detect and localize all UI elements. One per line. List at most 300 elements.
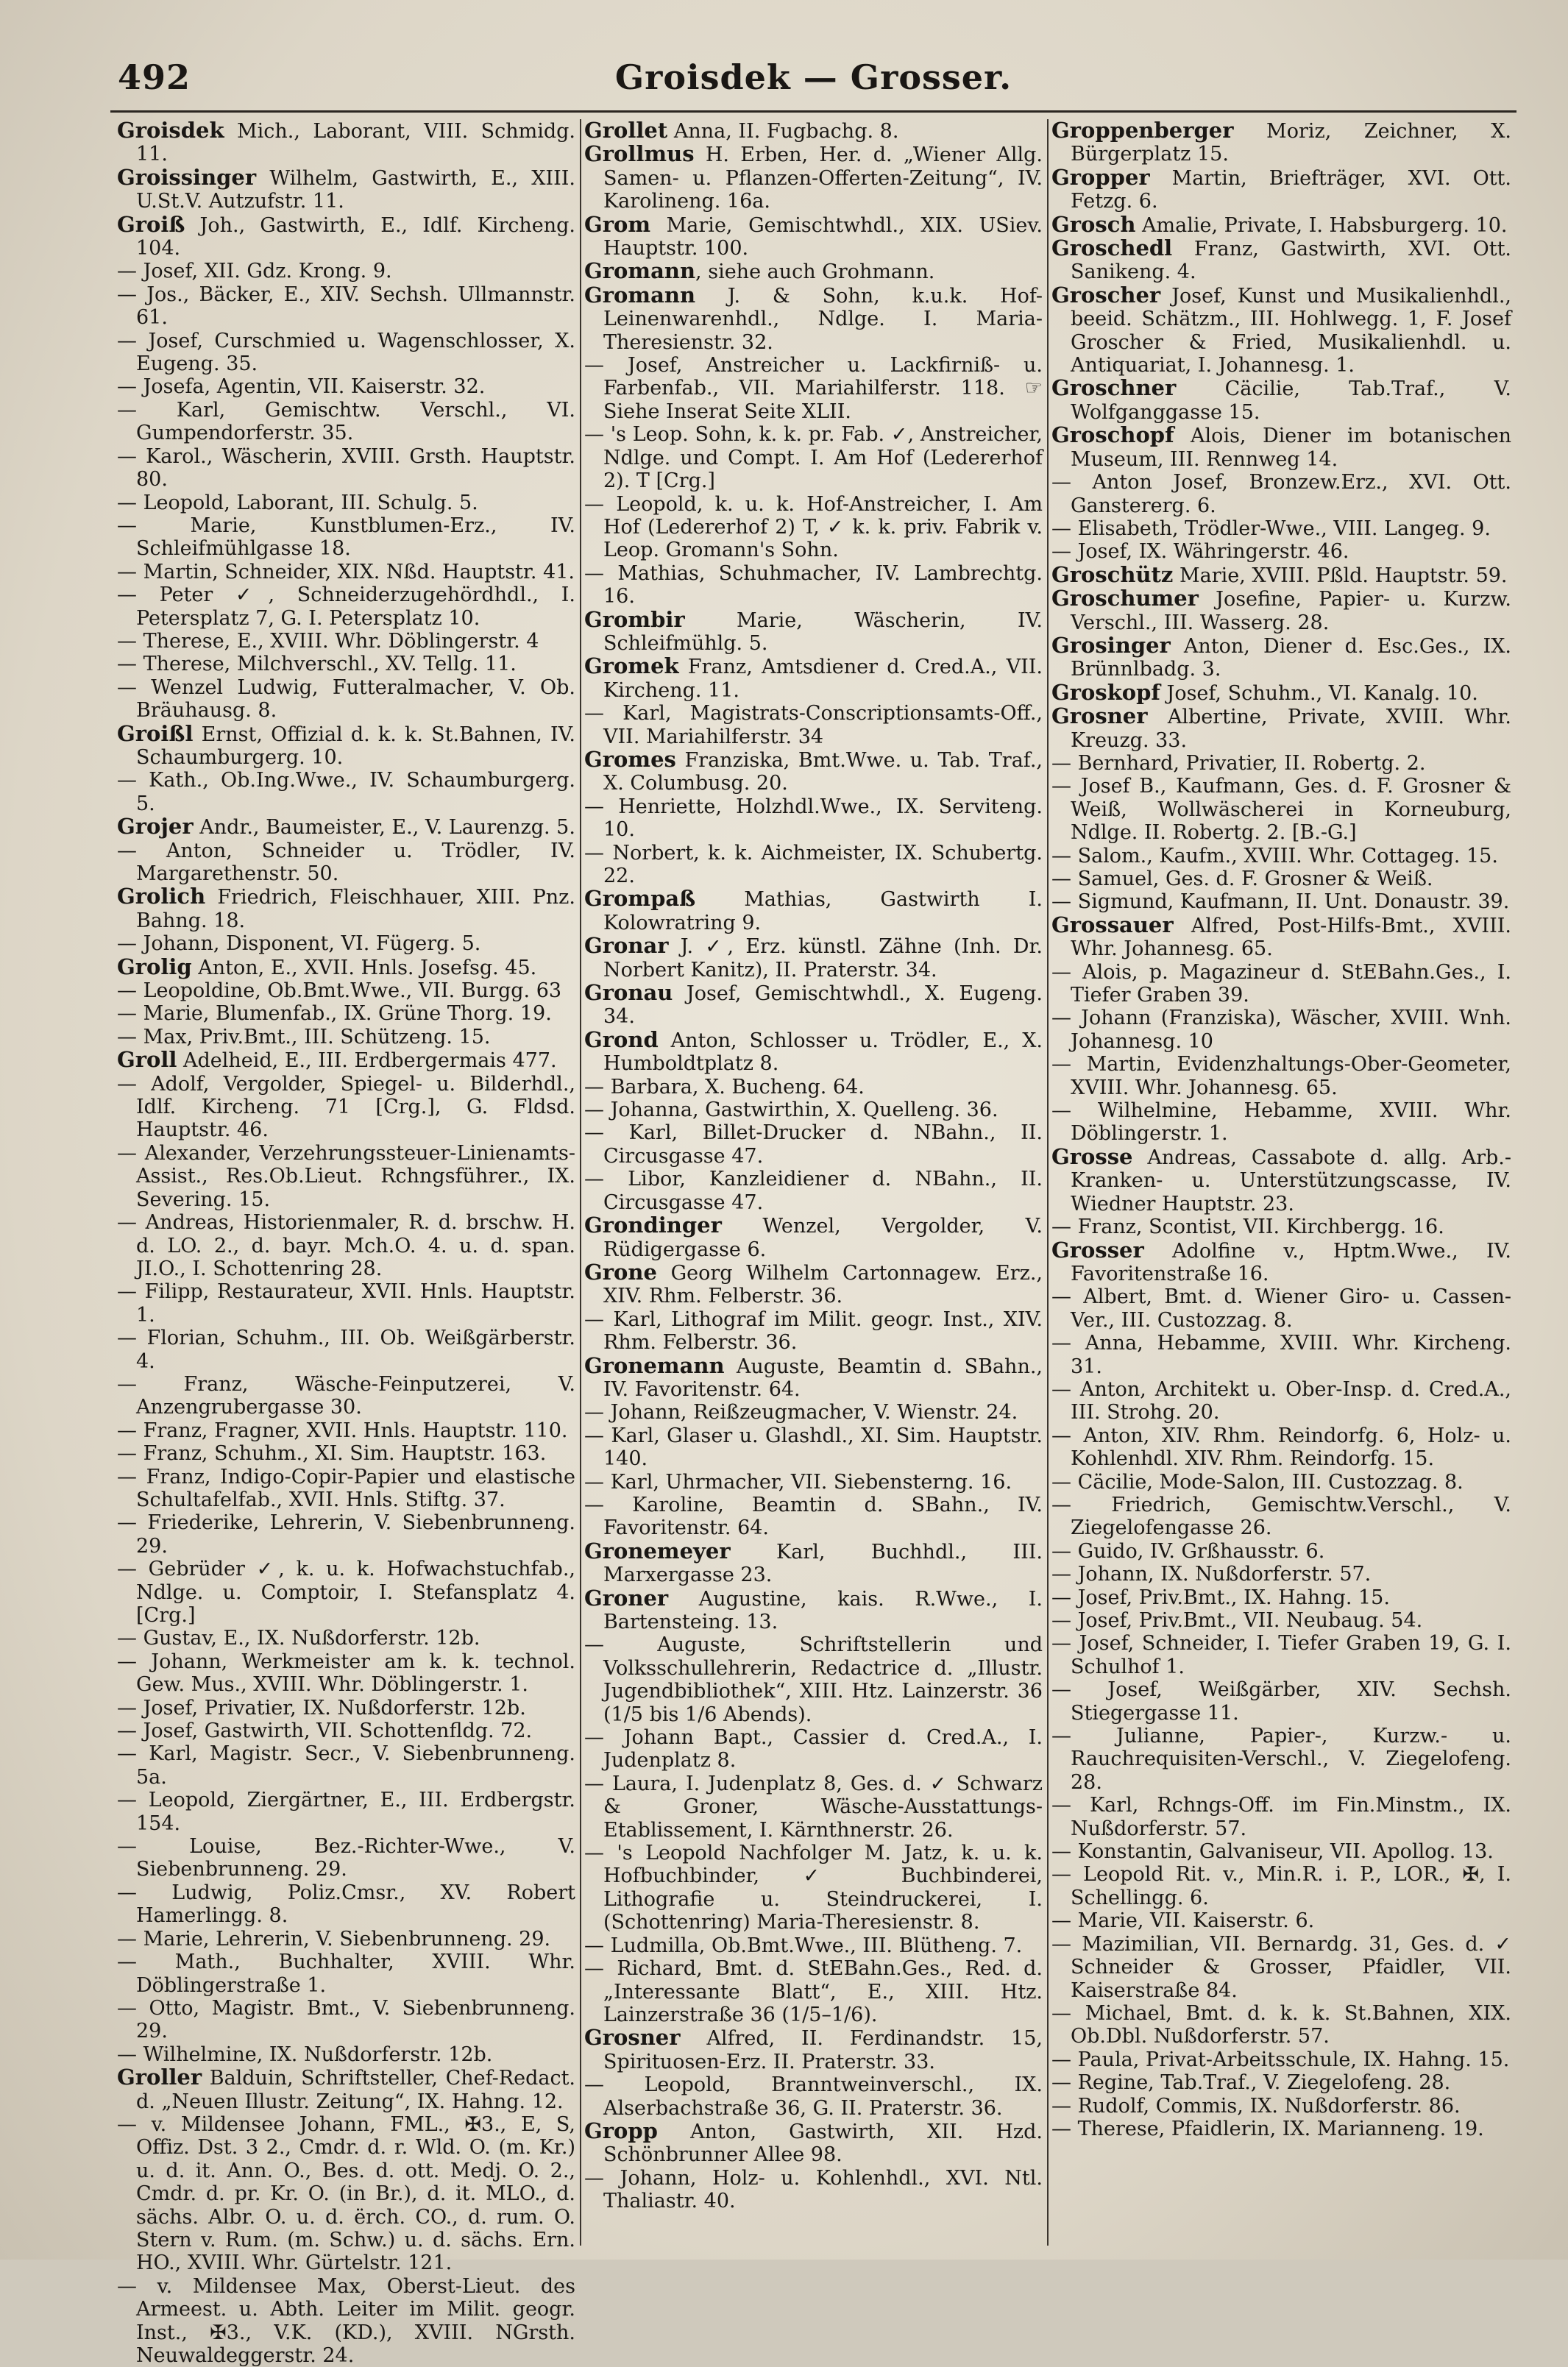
directory-entry	[1051, 1143, 1511, 1216]
entry-details: Joh., Gastwirth, E., Idlf. Kircheng. 104.	[136, 213, 575, 260]
directory-entry	[584, 887, 1043, 934]
directory-entry	[117, 885, 575, 932]
entry-surname: Grone	[584, 1259, 657, 1285]
entry-details: Josefine, Papier- u. Kurzw. Verschl., III. Wasserg. 28.	[1071, 588, 1511, 634]
directory-entry	[117, 561, 575, 583]
entry-surname: Groschütz	[1051, 561, 1174, 587]
entry-details: Anton, Gastwirth, XII. Hzd. Schönbrunner Allee 98.	[603, 2120, 1043, 2167]
directory-entry	[584, 1424, 1043, 1471]
directory-entry	[1051, 1216, 1511, 1238]
directory-entry	[1051, 561, 1511, 587]
entry-surname: Gromann	[584, 258, 696, 284]
entry-surname: Grosser	[1051, 1237, 1144, 1263]
entry-surname: Gronar	[584, 933, 669, 959]
entry-details: — Richard, Bmt. d. StEBahn.Ges., Red. d. „Interessante Blatt“, E., XIII. Htz. Lainzerstraße 36 (1/5–1/6).	[584, 1957, 1043, 2026]
entry-details: — Filipp, Restaurateur, XVII. Hnls. Hauptstr. 1.	[117, 1280, 575, 1327]
directory-entry	[1051, 775, 1511, 844]
directory-entry	[117, 1835, 575, 1881]
directory-entry	[117, 166, 575, 213]
entry-details: — Henriette, Holzhdl.Wwe., IX. Serviteng. 10.	[584, 795, 1043, 842]
entry-details: Auguste, Beamtin d. SBahn., IV. Favoritenstr. 64.	[603, 1355, 1043, 1401]
entry-details: Alois, Diener im botanischen Museum, III. Rennweg 14.	[1071, 425, 1511, 471]
directory-entry	[1051, 1285, 1511, 1332]
directory-entry	[117, 1881, 575, 1928]
entry-details: — Marie, Lehrerin, V. Siebenbrunneng. 29.	[117, 1927, 551, 1951]
entry-details: — Louise, Bez.-Richter-Wwe., V. Siebenbrunneng. 29.	[117, 1835, 575, 1881]
entry-surname: Grollet	[584, 118, 668, 143]
entry-details: — Anton, XIV. Rhm. Reindorfg. 6, Holz- u. Kohlenhdl. XIV. Rhm. Reindorfg. 15.	[1051, 1424, 1511, 1471]
entry-details: — Karl, Billet-Drucker d. NBahn., II. Circusgasse 47.	[584, 1121, 1043, 1168]
directory-entry	[117, 1697, 575, 1720]
directory-entry	[117, 492, 575, 514]
directory-entry	[584, 1401, 1043, 1424]
directory-entry	[1051, 1609, 1511, 1632]
directory-entry	[584, 1540, 1043, 1587]
directory-entry	[117, 583, 575, 630]
directory-entry	[117, 1650, 575, 1697]
entry-surname: Groppenberger	[1051, 118, 1234, 143]
entry-details: — Josef, Gastwirth, VII. Schottenfldg. 72.	[117, 1720, 533, 1743]
directory-entry	[1051, 845, 1511, 867]
directory-entry	[117, 1142, 575, 1211]
directory-entry	[1051, 1424, 1511, 1471]
directory-entry	[1051, 2071, 1511, 2094]
entry-details: , siehe auch Grohmann.	[695, 260, 935, 284]
directory-entry	[1051, 237, 1511, 284]
directory-entry	[584, 562, 1043, 608]
directory-entry	[1051, 681, 1511, 705]
directory-entry	[1051, 914, 1511, 961]
entry-details: — Leopold, Ziergärtner, E., III. Erdbergstr. 154.	[117, 1789, 575, 1835]
entry-details: — Josef, XII. Gdz. Krong. 9.	[117, 260, 392, 283]
directory-entry	[584, 2167, 1043, 2213]
entry-details: H. Erben, Her. d. „Wiener Allg. Samen- u. Pflanzen-Offerten-Zeitung“, IV. Karolineng. 16a.	[603, 143, 1043, 213]
entry-surname: Gronemann	[584, 1352, 725, 1378]
entry-details: — Franz, Scontist, VII. Kirchbergg. 16.	[1051, 1216, 1444, 1239]
directory-entry	[584, 423, 1043, 492]
column-2	[581, 119, 1049, 2246]
directory-entry	[1051, 1494, 1511, 1540]
directory-entry	[1051, 1099, 1511, 1146]
directory-entry	[117, 1627, 575, 1650]
directory-entry	[1051, 1909, 1511, 1932]
directory-entry	[117, 1442, 575, 1465]
entry-surname: Grossauer	[1051, 912, 1174, 937]
entry-details: Alfred, II. Ferdinandstr. 15, Spirituosen-Erz. II. Praterstr. 33.	[603, 2027, 1043, 2073]
directory-entry	[1051, 424, 1511, 471]
directory-entry	[117, 1327, 575, 1373]
entry-details: Mathias, Gastwirth I. Kolowratring 9.	[603, 888, 1043, 934]
entry-details: — Johann, Werkmeister am k. k. technol. Gew. Mus., XVIII. Whr. Döblingerstr. 1.	[117, 1650, 575, 1697]
directory-entry	[117, 956, 575, 979]
entry-details: Anna, II. Fugbachg. 8.	[667, 120, 899, 143]
directory-entry	[584, 934, 1043, 982]
directory-entry	[1051, 1239, 1511, 1286]
directory-entry	[584, 608, 1043, 656]
entry-details: J. & Sohn, k.u.k. Hof-Leinenwarenhdl., Ndlge. I. Maria-Theresienstr. 32.	[603, 284, 1043, 354]
entry-details: — Adolf, Vergolder, Spiegel- u. Bilderhdl., Idlf. Kircheng. 71 [Crg.], G. Fldsd. Hauptstr. 46.	[117, 1072, 575, 1142]
entry-surname: Gromes	[584, 746, 676, 772]
directory-entry	[584, 1494, 1043, 1540]
entry-surname: Grosner	[1051, 703, 1148, 729]
entry-surname: Groissinger	[117, 164, 257, 190]
entry-details: — Karl, Uhrmacher, VII. Siebensterng. 16.	[584, 1470, 1012, 1494]
entry-details: — Ludmilla, Ob.Bmt.Wwe., III. Blütheng. 7.	[584, 1934, 1023, 1957]
directory-entry	[117, 653, 575, 675]
entry-details: — Mazimilian, VII. Bernardg. 31, Ges. d. ✓ Schneider & Grosser, Pfaidler, VII. Kaiserstraße 84.	[1051, 1932, 1511, 2002]
entry-details: Josef, Kunst und Musikalienhdl., beeid. Schätzm., III. Hohlwegg. 1, F. Josef Groscher & Fried, Musikalienhdl. u. Antiquariat, I. Johannesg. 1.	[1071, 284, 1511, 377]
directory-entry	[117, 1511, 575, 1558]
entry-details: — Samuel, Ges. d. F. Grosner & Weiß.	[1051, 867, 1433, 890]
entry-details: Marie, Wäscherin, IV. Schleifmühlg. 5.	[603, 608, 1043, 655]
directory-entry	[117, 1048, 575, 1072]
directory-entry	[117, 399, 575, 445]
directory-entry	[584, 1934, 1043, 1957]
entry-details: — Karl, Magistr. Secr., V. Siebenbrunneng. 5a.	[117, 1742, 575, 1789]
directory-entry	[117, 630, 575, 653]
entry-surname: Grombir	[584, 606, 685, 632]
entry-details: — Laura, I. Judenplatz 8, Ges. d. ✓ Schwarz & Groner, Wäsche-Ausstattungs-Etablissement, I. Kärnthnerstr. 26.	[584, 1772, 1043, 1842]
entry-surname: Groißl	[117, 720, 194, 746]
page-number: 492	[118, 57, 191, 97]
directory-entry	[584, 1957, 1043, 2026]
directory-entry	[584, 1842, 1043, 1934]
entry-details: — Friedrich, Gemischtw.Verschl., V. Ziegelofengasse 26.	[1051, 1493, 1511, 1540]
entry-details: — 's Leop. Sohn, k. k. pr. Fab. ✓, Anstreicher, Ndlge. und Compt. I. Am Hof (Ledererhof 2). T [Crg.]	[584, 423, 1043, 493]
entry-details: Franz, Amtsdiener d. Cred.A., VII. Kircheng. 11.	[603, 656, 1043, 702]
entry-details: — Josef, Schneider, I. Tiefer Graben 19, G. I. Schulhof 1.	[1051, 1632, 1511, 1678]
directory-entry	[117, 1211, 575, 1280]
entry-details: — Leopold, Laborant, III. Schulg. 5.	[117, 491, 478, 514]
entry-details: — Johann, Holz- u. Kohlenhdl., XVI. Ntl. Thaliastr. 40.	[584, 2166, 1043, 2213]
entry-details: — Alois, p. Magazineur d. StEBahn.Ges., I. Tiefer Graben 39.	[1051, 960, 1511, 1007]
entry-details: — Karl, Lithograf im Milit. geogr. Inst., XIV. Rhm. Felberstr. 36.	[584, 1307, 1043, 1355]
directory-entry	[1051, 1863, 1511, 1909]
entry-surname: Grosinger	[1051, 632, 1171, 658]
directory-entry	[1051, 166, 1511, 213]
running-head: Groisdek — Grosser.	[614, 57, 1012, 97]
entry-details: — Barbara, X. Bucheng. 64.	[584, 1075, 865, 1099]
directory-entry	[117, 1928, 575, 1951]
entry-details: — Cäcilie, Mode-Salon, III. Custozzag. 8.	[1051, 1470, 1464, 1494]
directory-entry	[117, 815, 575, 839]
directory-entry	[584, 1168, 1043, 1214]
entry-details: — Elisabeth, Trödler-Wwe., VIII. Langeg. 9.	[1051, 517, 1491, 540]
entry-details: — Anton, Schneider u. Trödler, IV. Margarethenstr. 50.	[117, 839, 575, 885]
directory-entry	[584, 2073, 1043, 2120]
entry-details: — Albert, Bmt. d. Wiener Giro- u. Cassen-Ver., III. Custozzag. 8.	[1051, 1285, 1511, 1332]
entry-details: — Wilhelmine, IX. Nußdorferstr. 12b.	[117, 2043, 493, 2066]
entry-details: — Josefa, Agentin, VII. Kaiserstr. 32.	[117, 375, 486, 399]
entry-surname: Grond	[584, 1026, 659, 1052]
directory-entry	[1051, 587, 1511, 634]
entry-details: — Max, Priv.Bmt., III. Schützeng. 15.	[117, 1025, 491, 1048]
directory-entry	[1051, 1632, 1511, 1678]
entry-details: — Jos., Bäcker, E., XIV. Sechsh. Ullmannstr. 61.	[117, 283, 575, 330]
entry-details: Wilhelm, Gastwirth, E., XIII. U.St.V. Autzufstr. 11.	[136, 166, 575, 213]
entry-surname: Gronemeyer	[584, 1538, 731, 1564]
directory-entry	[1051, 1794, 1511, 1840]
entry-details: Anton, Diener d. Esc.Ges., IX. Brünnlbadg. 3.	[1071, 634, 1511, 681]
entry-details: — Friederike, Lehrerin, V. Siebenbrunneng. 29.	[117, 1511, 575, 1558]
entry-details: Marie, XVIII. Pßld. Hauptstr. 59.	[1173, 564, 1508, 587]
directory-entry	[117, 2043, 575, 2066]
directory-entry	[117, 932, 575, 955]
entry-surname: Grosch	[1051, 211, 1136, 237]
entry-details: — Anton Josef, Bronzew.Erz., XVI. Ott. Ganstererg. 6.	[1051, 471, 1511, 517]
entry-details: — Marie, Blumenfab., IX. Grüne Thorg. 19.	[117, 1002, 552, 1026]
directory-entry	[584, 1352, 1043, 1402]
directory-entry	[117, 1466, 575, 1512]
entry-details: — Otto, Magistr. Bmt., V. Siebenbrunneng. 29.	[117, 1996, 575, 2043]
entry-details: — Leopold, k. u. k. Hof-Anstreicher, I. Am Hof (Ledererhof 2) T, ✓ k. k. priv. Fabrik v. Leop. Gromann's Sohn.	[584, 492, 1043, 562]
directory-entry	[117, 1997, 575, 2043]
entry-details: — Karl, Rchngs-Off. im Fin.Minstm., IX. Nußdorferstr. 57.	[1051, 1794, 1511, 1840]
directory-entry	[1051, 1933, 1511, 2002]
directory-entry	[117, 1789, 575, 1835]
entry-details: — Marie, VII. Kaiserstr. 6.	[1051, 1909, 1315, 1933]
entry-surname: Groscher	[1051, 282, 1161, 308]
entry-details: — Andreas, Historienmaler, R. d. brschw. H. d. LO. 2., d. bayr. Mch.O. 4. u. d. span. JI.O., I. Schottenring 28.	[117, 1211, 575, 1280]
entry-details: Andr., Baumeister, E., V. Laurenzg. 5.	[193, 816, 575, 840]
entry-surname: Grojer	[117, 814, 194, 840]
entry-details: Mich., Laborant, VIII. Schmidg. 11.	[136, 120, 575, 166]
directory-entry	[584, 1308, 1043, 1355]
directory-entry	[584, 702, 1043, 748]
entry-details: — Leopoldine, Ob.Bmt.Wwe., VII. Burgg. 63	[117, 979, 562, 1003]
entry-surname: Grompaß	[584, 886, 696, 912]
entry-details: — Wilhelmine, Hebamme, XVIII. Whr. Döblingerstr. 1.	[1051, 1099, 1511, 1146]
entry-details: Adelheid, E., III. Erdbergermais 477.	[177, 1049, 557, 1073]
directory-entry	[1051, 213, 1511, 237]
entry-details: — Alexander, Verzehrungssteuer-Linienamts-Assist., Res.Ob.Lieut. Rchngsführer., IX. Severing. 15.	[117, 1141, 575, 1211]
entry-details: — Therese, Pfaidlerin, IX. Marianneng. 19.	[1051, 2117, 1484, 2140]
directory-entry	[584, 795, 1043, 842]
entry-details: Wenzel, Vergolder, V. Rüdigergasse 6.	[603, 1215, 1043, 1261]
entry-surname: Gronau	[584, 980, 673, 1006]
directory-entry	[1051, 1586, 1511, 1609]
entry-details: — Josef, Weißgärber, XIV. Sechsh. Stiegergasse 11.	[1051, 1678, 1511, 1725]
directory-entry	[584, 119, 1043, 143]
entry-details: — Josef, Priv.Bmt., VII. Neubaug. 54.	[1051, 1609, 1423, 1632]
entry-details: — Rudolf, Commis, IX. Nußdorferstr. 86.	[1051, 2094, 1461, 2118]
directory-entry	[584, 1076, 1043, 1099]
directory-entry	[117, 1002, 575, 1025]
directory-entry	[584, 2120, 1043, 2167]
column-3	[1049, 119, 1516, 2246]
entry-surname: Groiß	[117, 211, 185, 237]
directory-entry	[117, 1280, 575, 1327]
entry-details: Josef, Schuhm., VI. Kanalg. 10.	[1160, 681, 1478, 705]
entry-details: — Therese, Milchverschl., XV. Tellg. 11.	[117, 653, 517, 676]
entry-details: — Marie, Kunstblumen-Erz., IV. Schleifmühlgasse 18.	[117, 514, 575, 561]
directory-entry	[584, 1026, 1043, 1076]
directory-entry	[1051, 1540, 1511, 1563]
entry-details: Josef, Gemischtwhdl., X. Eugeng. 34.	[603, 982, 1043, 1029]
entry-details: Anton, E., XVII. Hnls. Josefsg. 45.	[191, 956, 537, 979]
entry-details: Franziska, Bmt.Wwe. u. Tab. Traf., X. Columbusg. 20.	[603, 748, 1043, 795]
entry-details: — Josef, Priv.Bmt., IX. Hahng. 15.	[1051, 1586, 1390, 1609]
directory-entry	[584, 748, 1043, 795]
directory-entry	[117, 1558, 575, 1627]
directory-entry	[584, 1099, 1043, 1121]
directory-entry	[1051, 2118, 1511, 2140]
header-rule	[110, 110, 1516, 113]
page-header	[110, 52, 1516, 103]
entry-surname: Grolig	[117, 954, 192, 979]
directory-entry	[1051, 890, 1511, 913]
directory-entry	[117, 2275, 575, 2367]
entry-details: — Franz, Fragner, XVII. Hnls. Hauptstr. 110.	[117, 1419, 568, 1442]
directory-entry	[117, 119, 575, 166]
entry-details: — Florian, Schuhm., III. Ob. Weißgärberstr. 4.	[117, 1327, 575, 1373]
entry-surname: Groner	[584, 1585, 669, 1611]
directory-entry	[1051, 2095, 1511, 2118]
directory-entry	[1051, 284, 1511, 377]
directory-entry	[117, 840, 575, 886]
directory-entry	[584, 2026, 1043, 2073]
directory-entry	[117, 283, 575, 330]
entry-surname: Grom	[584, 211, 651, 237]
directory-entry	[1051, 1378, 1511, 1424]
entry-surname: Groschner	[1051, 375, 1177, 401]
entry-details: Adolfine v., Hptm.Wwe., IV. Favoritenstraße 16.	[1071, 1239, 1511, 1285]
entry-details: — Bernhard, Privatier, II. Robertg. 2.	[1051, 751, 1426, 775]
directory-entry	[584, 655, 1043, 702]
directory-entry	[1051, 1678, 1511, 1725]
directory-entry	[584, 493, 1043, 562]
directory-entry	[117, 1742, 575, 1789]
entry-details: — Karol., Wäscherin, XVIII. Grsth. Hauptstr. 80.	[117, 444, 575, 492]
directory-entry	[584, 284, 1043, 354]
directory-entry	[1051, 1332, 1511, 1378]
directory-entry	[1051, 961, 1511, 1007]
entry-details: Albertine, Private, XVIII. Whr. Kreuzg. 33.	[1071, 706, 1511, 752]
directory-entry	[584, 1587, 1043, 1634]
directory-entry	[117, 1951, 575, 1997]
column-1	[114, 118, 581, 2367]
entry-details: — Anton, Architekt u. Ober-Insp. d. Cred.A., III. Strohg. 20.	[1051, 1377, 1511, 1424]
entry-details: — Johann Bapt., Cassier d. Cred.A., I. Judenplatz 8.	[584, 1726, 1043, 1772]
entry-surname: Groschedl	[1051, 235, 1173, 261]
entry-details: — Konstantin, Galvaniseur, VII. Apollog. 13.	[1051, 1840, 1494, 1864]
directory-entry	[1051, 377, 1511, 424]
entry-surname: Grolich	[117, 884, 206, 909]
entry-surname: Gropper	[1051, 164, 1150, 190]
directory-entry	[1051, 471, 1511, 517]
directory-entry	[584, 1471, 1043, 1494]
directory-entry	[1051, 867, 1511, 890]
directory-entry	[117, 2113, 575, 2275]
directory-entry	[117, 375, 575, 398]
entry-details: — Salom., Kaufm., XVIII. Whr. Cottageg. 15.	[1051, 844, 1498, 867]
entry-details: — Therese, E., XVIII. Whr. Döblingerstr. 4	[117, 629, 539, 653]
directory-entry	[584, 1633, 1043, 1726]
directory-entry	[117, 213, 575, 260]
entry-surname: Groller	[117, 2065, 202, 2090]
directory-entry	[117, 330, 575, 376]
entry-details: Augustine, kais. R.Wwe., I. Bartensteing. 13.	[603, 1587, 1043, 1633]
entry-details: Karl, Buchhdl., III. Marxergasse 23.	[603, 1540, 1043, 1587]
directory-entry	[117, 514, 575, 561]
entry-details: Martin, Briefträger, XVI. Ott. Fetzg. 6.	[1071, 166, 1511, 213]
directory-entry	[1051, 1725, 1511, 1794]
directory-entry	[1051, 1053, 1511, 1099]
entry-surname: Gropp	[584, 2118, 658, 2143]
entry-details: — Josef, IX. Währingerstr. 46.	[1051, 540, 1349, 564]
entry-details: — Johann, Disponent, VI. Fügerg. 5.	[117, 932, 481, 956]
directory-entry	[1051, 517, 1511, 540]
directory-entry	[584, 1121, 1043, 1168]
directory-entry	[117, 2066, 575, 2113]
directory-entry	[1051, 634, 1511, 681]
directory-entry	[117, 260, 575, 283]
directory-entry	[1051, 2002, 1511, 2048]
entry-surname: Groschopf	[1051, 422, 1174, 448]
directory-entry	[117, 676, 575, 723]
directory-entry	[584, 143, 1043, 213]
entry-details: — Karl, Magistrats-Conscriptionsamts-Off., VII. Mariahilferstr. 34	[584, 702, 1043, 748]
directory-entry	[1051, 119, 1511, 166]
entry-details: Ernst, Offizial d. k. k. St.Bahnen, IV. Schaumburgerg. 10.	[136, 723, 575, 769]
entry-details: — Johann, Reißzeugmacher, V. Wienstr. 24.	[584, 1401, 1018, 1424]
entry-details: Moriz, Zeichner, X. Bürgerplatz 15.	[1071, 120, 1511, 166]
entry-details: — Johann (Franziska), Wäscher, XVIII. Wnh. Johannesg. 10	[1051, 1007, 1511, 1053]
entry-details: — Martin, Schneider, XIX. Nßd. Hauptstr. 41.	[117, 560, 575, 583]
entry-surname: Grollmus	[584, 141, 695, 167]
entry-details: Georg Wilhelm Cartonnagew. Erz., XIV. Rhm. Felberstr. 36.	[603, 1261, 1043, 1308]
directory-entry	[584, 1214, 1043, 1261]
entry-details: — Kath., Ob.Ing.Wwe., IV. Schaumburgerg. 5.	[117, 769, 575, 815]
entry-details: — Josef, Privatier, IX. Nußdorferstr. 12b.	[117, 1696, 526, 1720]
entry-details: — Julianne, Papier-, Kurzw.- u. Rauchrequisiten-Verschl., V. Ziegelofeng. 28.	[1051, 1725, 1511, 1794]
entry-details: — v. Mildensee Max, Oberst-Lieut. des Armeest. u. Abth. Leiter im Milit. geogr. Inst., ✠3., V.K. (KD.), XVIII. NGrsth. Neuwaldeggerstr. 24.	[117, 2274, 575, 2367]
entry-surname: Grosse	[1051, 1143, 1133, 1169]
entry-details: — Franz, Wäsche-Feinputzerei, V. Anzengrubergasse 30.	[117, 1372, 575, 1419]
entry-details: — Michael, Bmt. d. k. k. St.Bahnen, XIX. Ob.Dbl. Nußdorferstr. 57.	[1051, 2001, 1511, 2048]
entry-details: — Josef, Curschmied u. Wagenschlosser, X. Eugeng. 35.	[117, 329, 575, 376]
directory-entry	[1051, 1007, 1511, 1053]
entry-details: — Leopold, Branntweinverschl., IX. Alserbachstraße 36, G. II. Praterstr. 36.	[584, 2073, 1043, 2120]
entry-surname: Grondinger	[584, 1213, 722, 1238]
entry-details: — Leopold Rit. v., Min.R. i. P., LOR., ✠, I. Schellingg. 6.	[1051, 1863, 1511, 1909]
entry-details: — Sigmund, Kaufmann, II. Unt. Donaustr. 39.	[1051, 890, 1510, 914]
directory-entry	[584, 842, 1043, 888]
entry-details: Friedrich, Fleischhauer, XIII. Pnz. Bahng. 18.	[136, 886, 575, 932]
entry-details: Alfred, Post-Hilfs-Bmt., XVIII. Whr. Johannesg. 65.	[1071, 914, 1511, 961]
entry-details: — Franz, Schuhm., XI. Sim. Hauptstr. 163.	[117, 1442, 547, 1466]
directory-entry	[1051, 1471, 1511, 1494]
entry-details: — Mathias, Schuhmacher, IV. Lambrechtg. 16.	[584, 561, 1043, 608]
entry-details: — v. Mildensee Johann, FML., ✠3., E, S, Offiz. Dst. 3 2., Cmdr. d. r. Wld. O. (m. Kr.) u. d. it. Ann. O., Bes. d. ott. Medj. O. 2., Cmdr. d. pr. Kr. O. (in Br.), d. it. MLO., d. sächs. Albr. O. u. d. ërch. CO., d. rum. O. Stern v. Rum. (m. Schw.) u. d. sächs. Ern. HO., XVIII. Whr. Gürtelstr. 121.	[117, 2112, 575, 2275]
entry-surname: Groll	[117, 1047, 177, 1073]
directory-entry	[584, 260, 1043, 283]
entry-details: — Karoline, Beamtin d. SBahn., IV. Favoritenstr. 64.	[584, 1493, 1043, 1540]
directory-entry	[1051, 705, 1511, 752]
entry-details: — Regine, Tab.Traf., V. Ziegelofeng. 28.	[1051, 2071, 1451, 2095]
directory-entry	[1051, 2048, 1511, 2071]
entry-details: — Ludwig, Poliz.Cmsr., XV. Robert Hamerlingg. 8.	[117, 1881, 575, 1928]
entry-surname: Gromek	[584, 653, 679, 679]
entry-details: — 's Leopold Nachfolger M. Jatz, k. u. k. Hofbuchbinder, ✓ Buchbinderei, Lithografie u. Steindruckerei, I. (Schottenring) Maria-Theresienstr. 8.	[584, 1842, 1043, 1934]
directory-entry	[584, 1726, 1043, 1772]
directory-entry	[117, 1073, 575, 1142]
directory-entry	[584, 1772, 1043, 1842]
entry-details: Andreas, Cassabote d. allg. Arb.-Kranken- u. Unterstützungscasse, IV. Wiedner Hauptstr. 23.	[1071, 1146, 1511, 1216]
directory-entry	[117, 1373, 575, 1419]
entry-details: — Libor, Kanzleidiener d. NBahn., II. Circusgasse 47.	[584, 1168, 1043, 1214]
entry-details: — Josef, Anstreicher u. Lackfirniß- u. Farbenfab., VII. Mariahilferstr. 118. ☞ Siehe Inserat Seite XLII.	[584, 354, 1043, 423]
